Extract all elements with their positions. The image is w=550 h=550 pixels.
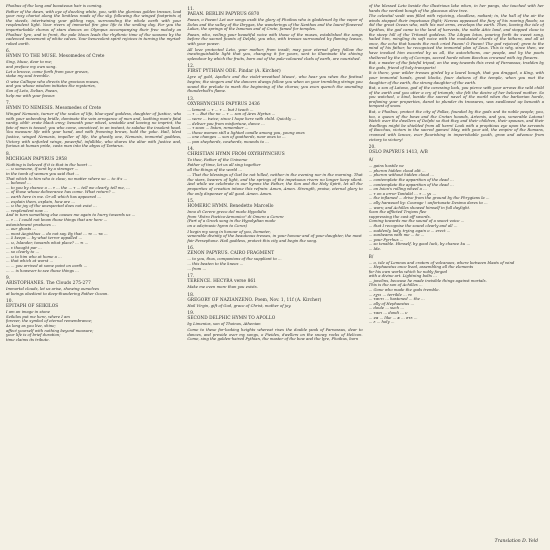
section-number: 15. [187, 199, 195, 205]
section-number: 7. [6, 101, 11, 107]
section-paragraph: Make me even more than you exists. [187, 284, 258, 290]
section-paragraph: But, o son of Latona, god of the caressing look, you pierce with your arrows the wild child of the earth and you utter a cry of triumph; she felt the desire of her beloved mother. So you watched, o kind, beside the sacred navel of the world when the barbarian horde, profaning your properties, dared to plunder its treasures, was swallowed up beneath a tempest of snow. [368, 85, 544, 109]
text-columns [6, 4, 544, 532]
section-paragraph: Father of the dawn, with eye of dazzling white, you, with the glorious golden tresses, lead your rosy chariot along the limitless roads of the sky, following the winged footprints of the steeds, intertwining your gilding rays, surrounding the whole earth with your resplendent light. Your rivers of immortal fire give life to the smiling day. For you the imperturbable chorus of stars dances on Olympus accompanying their free melody on Phoibus' lyre, and in front, the pale Moon leads the rhythmic time of the seasons by the cadenced movement of white calves. Your benevolent spirit rejoices in turning the myriad-robed earth. [6, 8, 182, 46]
section-title: EPITAPH OF SEIKILOS [6, 304, 59, 310]
section-paragraph: The celestial vault was filled with rejoicing, cloudless, radiant; in, the hall of the air the winds stopped their impetuous flight; Nereus appeased the fury of his roaring floods; so did the great Ocean who, with his wet arms, envelops the earth. Then, leaving the isle of Kynthos, the god came to the land of harvests, the noble Attic land, and stopped close to the steep hill of the Tritonid goddess. The Libyan lotus, pouring forth its sweet song, hailed him, mingling its soft voice with the modulated chords of the kithara, and all at once, the echo that haunts the rock cried Paean! O Paean! The god rejoiced; grew to the mind of his father, he recognized the immortal plan of Zeus. This is why, since then, we have invoked him escorted by us all, the autochthons, our people, and by the poets sheltered by the city of Cecrops, sacred horde whom Bacchus crowned with ivy flowers. [368, 13, 544, 60]
section-paragraph: Lyre of gold, Apollo's and the violet-wreathed Muses', who hear you when the festival begins; the singers and the dancers always follow you when on your trembling strings you sound the prelude to mark the beginning of the chorus; you even quench the unending thunderbolt's flame. [187, 74, 363, 94]
section-paragraph: O wise Calliope who directs the gracious muses, and you whose wisdom initiates the mysteries, Son of Leto, Delian, Paean, help me with your favour. [6, 78, 100, 98]
section-number: 9. [6, 276, 11, 282]
section-heading [6, 49, 181, 59]
section-title: GREGORY OF NAZIANZENO. Poem, Nov. 1, 11f (A. Kircher) [187, 297, 322, 303]
section-heading [187, 293, 362, 303]
section-paragraph: Hail Virgin, gift of God, grace of Christ, mother of joy. [187, 302, 292, 308]
section-heading [187, 97, 362, 107]
section-title: OSLO PAPYRUS 1413, A/B [368, 150, 428, 156]
section-number: 10. [6, 299, 13, 305]
section-number: 12. [187, 64, 195, 70]
section-number: 13. [187, 96, 195, 102]
section-title: HYMN TO THE MUSE. Mesomedes of Crete [6, 54, 105, 60]
section-paragraph: To thee, Father of the Universe Father of time, let us all sing together all the things of the world ... [187, 157, 261, 172]
section-number: 20. [368, 145, 376, 151]
section-heading [6, 101, 181, 111]
section-paragraph: Paean, o Paean! Let our songs exalt the glory of Phoibus who is gladdened by the vapor of Delos and the valley of the Ibrygas, the wanderings of the Xanthos and the laurel-flowered Lakes, the springs of the Ismenos and of Crete, famed for temples. [187, 17, 363, 32]
section-title: CHRISTIAN HYMN FROM OXYRHYNCHUS [187, 152, 285, 158]
section-paragraph: Sing, Muse, dear to me; and preface my own song. Let a breeze, come forth from your groves, stake my soul tremble. [6, 59, 89, 79]
section-heading [187, 7, 362, 17]
section-heading [369, 145, 544, 155]
section-title: HYMN TO NEMESIS. Mesomedes of Crete [6, 106, 102, 112]
section-number: 8. [6, 151, 11, 157]
section-number: 18. [187, 292, 195, 298]
section-title: MICHIGAN PAPYRUS 2958 [6, 156, 67, 162]
section-paragraph: ... gains hostile ne ... pheron hidden cloud alit ... ... pheron without hidden cloud ... ... contemplate the apparition of the dead ... ... contemplate the apparition of the dead ... ... on Ixion's rolling wheel a ... ... τ on a error Tantalid ... τ ... ys ... ... the inflamed ... drive from the ground by the Phrygians la ... ... ally harassed by: Courage ! unfortunate Desima dares to ... ... wars; and Achilles showed himself in full daylight. Soon the afflicted Trojans flee suppressing the cast off swords. Coming towards me the sound of a sweet voice ... ... that I recognise the sound clearly and all ... ... suddenly, lady, trying again o ... erect ... ... sunbeams with me ... to ... ... your Pyrrhus ... ... so tenable. Himself, by good luck, by chance ku ... ... Ida. [368, 163, 490, 251]
section-number: B/ [368, 254, 374, 260]
section-title: HOMERIC HYMN. Benedetto Marcello [187, 204, 274, 210]
section-paragraph: of the blessed Leto beside the illustrious lake when, in her pangs, she touched with her hands the verdant bough of the glaucous olive tree. [368, 4, 544, 13]
section-paragraph: Paean, who, veiling your beautiful voice with those of the muses, established the songs before the sacred founts of Delphi, you who, with tresses surrounded by flaming leaves, with your power. [187, 31, 363, 46]
section-paragraph: ... lament ... τ ... τ ... but I teach ... ... τ ... But the no ... τ ... son of Ares Hyrtus ... ... were ... twice; since I hope here with child. Quickly ... ... deliver you from misfortune, dance ... ... τ soon ... listen, remember ... ... these women still a lighted candle among you, young ones ... one changes ... son of goatherds, near ones to ... ... pan shepherds, cowherds, mounds to ... [187, 106, 305, 144]
section-number: 11. [187, 7, 195, 12]
section-heading [187, 64, 362, 74]
section-number: A/ [368, 158, 374, 164]
section-number: 19. [187, 311, 195, 317]
section-paragraph: But, o master of the fateful tripod, on the way towards this crest of Parnassus, trodden by the gods, friend of holy transports! [368, 60, 544, 70]
section-title: ZENON PAPYRUS. CAIRO FRAGMENT [187, 251, 275, 257]
section-heading [187, 246, 362, 256]
section-paragraph: Winged Nemesis, turner of the scales of life, blue-eyed goddess, daughter of Justice, who with your unbending bridle, dominate the vain arrogance of men and, loathing man's fatal vanity, oblit- erate black envy; beneath your wheel, unstable and leaving no imprint, the fate of men is tossed; you who come, unnoticed, in an instant, to subdue the insolent head. You measure life with your hand, and with frowning brows, hold the yoke. Hail, blest Justice, winged Nemesis, impeller of life, the ghostly one, Nemesis, immortal goddess, Victory with unfurled wings, powerful, infallible, who shares the altar with Justice and, furious at human pride, casts man into the abyss of Tartarus. [6, 111, 182, 149]
text-column [369, 4, 544, 532]
section-paragraph: ... That the blessings of God be not hilled, neither in the evening nor in the morning. That the stars, bearers of light, and the springs of the impetuous rivers no longer keep silent. And while we celebrate in our hymns the Father, the Son and the Holy Spirit, let all the properties of creation intone this refrain: Amen, Amen. Strength, praise, eternal glory to the only dispenser of all good. Amen. Amen. [187, 172, 363, 196]
section-paragraph: But, o Phoibus, protect the city of Pallas, founded by the gods and its noble people; you, too, o queen of the bows and the Cretan hounds, Artemis, and you, venerable Latona! Watch over the dwellers of Delphi so that they and their children, their spouses, and their dwellings might be shielded from all harm! Look with a propitious eye upon the servants of Bacchus, victors in the sacred games! May, with your aid, the empire of the Romans, crowned with lances, ever flourishing in imperishable youth, grow and advance from victory to victory! [368, 109, 544, 142]
section-paragraph: ... o, isle of Lemnos and craters of volcanoes, where between blasts of wind ... Hephaestus once lived, assembling all the elements for his own works which he nobly forged with a divine art. Lightning bolts ... ... javelins, because he made invisible things against mortals. This is the son of Achilles ... ... Gone who made the gods tremble. ... εχει ... terrible ... τε ... ταυτι ... hastened ... the ... ... ally of Hephaestus ... ... doule ... such ... ... τασι ... dondi ... ν ... να ... like ... κ ... στε ... ... ε ... holy ... [368, 259, 515, 325]
section-paragraph: I am an image in stone Seikilos put me here, where I am forever, the symbol of eternal remembrance; As long as you live, shine; affect yourself with nothing beyond measure; your life is of brief duration; time claims its tribute. [6, 309, 94, 342]
section-heading [187, 311, 362, 321]
section-heading [187, 199, 362, 209]
section-title: SECOND DELPHIC HYMN TO APOLLO [187, 316, 276, 322]
section-heading [6, 276, 181, 286]
section-number: 6. [6, 49, 11, 55]
section-paragraph: by Limenios, son of Thoinos, Athenian [187, 321, 261, 327]
section-title: OXYRHYNCHUS PAPYRUS 2436 [187, 101, 260, 107]
section-paragraph: All love protected Leto, your mother, from insult; may your eternal glory follow the inextinguishable light that you, changing it for yours, sent to illuminate the shining splendour by which the fruits, born out of the pale-coloured clods of earth, are nourished. [187, 46, 363, 61]
section-paragraph: Come to these far-looking heights whereat rises the double peak of Parnassus, dear to dances, and preside over my songs, o Pieides, dwellers on the snowy rocks of Helicon. Come, sing the golden-haired Pythian, the master of the bow and the lyre, Phoibus, born [187, 326, 363, 342]
section-paragraph: Nothing is beloved if it is that in the heart ... ... ω someone, if sent by a stranger ... in the tomb of women you said that ... That which to him who is close, no matter where so ... to it's ... ... beloved ... ... to you by chance o ... τ ... the ... τ ... tell we clearly, tell me, ... ... of those whose deliverance has come. What return? ... ... earth here in me. Or all which has appeared ... ... explain them, explain, how are ... ... ω the joy of the unexpected does not exist ... ... resplendent now ... And in turn something else causes me again to hurry towards us ... ... τ ... I could not know those things that are here ... astonishment produces ... ... our ghosts ... ... most Aegisthus ... do not say. By that ... τε ... τα ... ... λ keeps ... by what terror appalled ... ... ω, Islander, towards what place? ... τι ... ... ε thought par ... ... so clearly to ... ... ω to him who at home a ... ... that which at worst ... ... ... you arrived at some point on earth ... ... ... is however to see these things ... [6, 161, 136, 273]
text-column [6, 4, 181, 532]
text-column [187, 4, 362, 532]
section-heading [187, 147, 362, 157]
section-heading [369, 255, 544, 260]
section-heading [6, 152, 181, 162]
section-paragraph: ... to you, thus, companions of the suppliant to ... ... this beaten to the knees ... ... from ... [187, 256, 282, 271]
section-title: PAEAN. BERLIN PAPYRUS 6870 [187, 12, 260, 17]
section-paragraph: It is there, your wilder tresses girded by a laurel bough, that you dragged, o King, with your immortal hands, great blocks, foun- dations of the temple, when you met the daughter of the earth, the strong daughter of the earth. [368, 70, 544, 85]
section-title: TERENCE. HECYRA verse 861 [187, 279, 256, 285]
section-paragraph: Inno di Cerere greco del modo Hypolidio from "Estro Poetico-Armonico" di Omero a Cerere (Part of a Greek song in the Hypolydian mode on a ode/music hymn to Ceres) [187, 209, 284, 228]
section-paragraph: Immortal clouds, let us arise, showing ourselves at beings obedient to deep-thundering Father Ocean. [6, 286, 109, 296]
section-number: 17. [187, 274, 195, 280]
section-title: FIRST PYTHIAN ODE. Pindar (A. Kircher) [187, 69, 281, 75]
section-heading [187, 274, 362, 284]
section-paragraph: Phoibus of the long and beauteous hair is coming. [6, 4, 103, 8]
section-title: ARISTOPHANES. The Clouds 275-277 [6, 281, 91, 287]
section-paragraph: I begin my song in honour of you, Demeter, venerable divinity of the beauteous tresses, in your honour and of your daughter, the most fair Persephone. Hail goddess, protect this city and begin the song. [187, 228, 362, 243]
translator-credit: Translation D. Yeld [494, 539, 538, 544]
section-number: 14. [187, 147, 195, 153]
section-heading [6, 299, 181, 309]
section-number: 16. [187, 246, 195, 252]
